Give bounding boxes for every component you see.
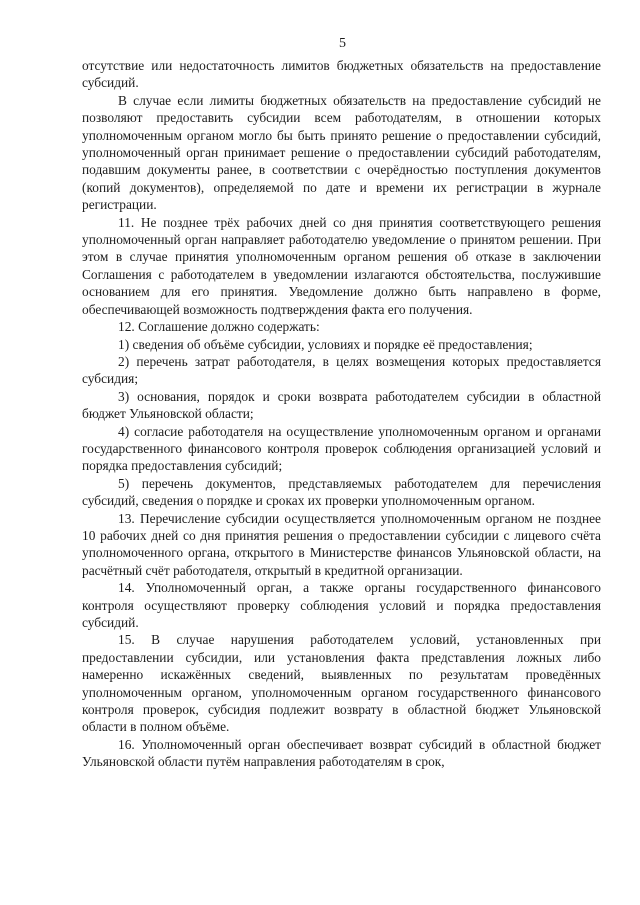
paragraph-item-11: 11. Не позднее трёх рабочих дней со дня принятия соответствующего решения уполномоченный орган направляет работодателю уведомление о принятом решении. При этом в случае принятия уполномоченным органом решения об отказе в заключении Соглашения с работодателем в уведомлении излагаются обстоятельства, послужившие основанием для его принятия. Уведомление должно быть направлено в форме, обеспечивающей возможность подтверждения факта его получения. [82,214,601,317]
paragraph-item-13: 13. Перечисление субсидии осуществляется уполномоченным органом не позднее 10 рабочих дней со дня принятия решения о предоставлении субсидии с лицевого счёта уполномоченного органа, открытого в Министерстве финансов Ульяновской области, на расчётный счёт работодателя, открытый в кредитной организации. [82,510,601,578]
paragraph-continuation: отсутствие или недостаточность лимитов бюджетных обязательств на предоставление субсидий. [82,58,601,91]
paragraph-item-12: 12. Соглашение должно содержать: [118,319,320,335]
document-body [82,57,601,771]
paragraph-item-12-4: 4) согласие работодателя на осуществление уполномоченным органом и органами государственного финансового контроля проверок соблюдения организацией условий и порядка предоставления субсидий; [82,423,601,474]
paragraph-item-12-3: 3) основания, порядок и сроки возврата работодателем субсидии в областной бюджет Ульяновской области; [82,388,601,422]
paragraph-item-15: 15. В случае нарушения работодателем условий, установленных при предоставлении субсидии, или установления факта представления ложных либо намеренно искажённых сведений, выявленных по результатам проведённых уполномоченным органом, уполномоченным органом государственного финансового контроля проверок, субсидия подлежит возврату в областной бюджет Ульяновской области в полном объёме. [82,632,601,735]
paragraph-budget-limits: В случае если лимиты бюджетных обязательств на предоставление субсидий не позволяют предоставить субсидии всем работодателям, в отношении которых уполномоченным органом могло бы быть принято решение о предоставлении субсидий, уполномоченный орган принимает решение о предоставлении субсидий работодателям, подавшим документы ранее, в соответствии с очерёдностью поступления документов (копий документов), определяемой по дате и времени их регистрации в журнале регистрации. [82,92,601,213]
page-number: 5 [339,36,346,51]
paragraph-item-14: 14. Уполномоченный орган, а также органы государственного финансового контроля осуществляют проверку соблюдения условий и порядка предоставления субсидий. [82,580,601,630]
paragraph-item-12-5: 5) перечень документов, представляемых работодателем для перечисления субсидий, сведения о порядке и сроках их проверки уполномоченным органом. [82,475,601,509]
paragraph-item-12-2: 2) перечень затрат работодателя, в целях возмещения которых предоставляется субсидия; [82,353,601,387]
paragraph-item-12-1: 1) сведения об объёме субсидии, условиях и порядке её предоставления; [118,336,533,352]
paragraph-item-16: 16. Уполномоченный орган обеспечивает возврат субсидий в областной бюджет Ульяновской области путём направления работодателям в срок, [82,736,601,770]
